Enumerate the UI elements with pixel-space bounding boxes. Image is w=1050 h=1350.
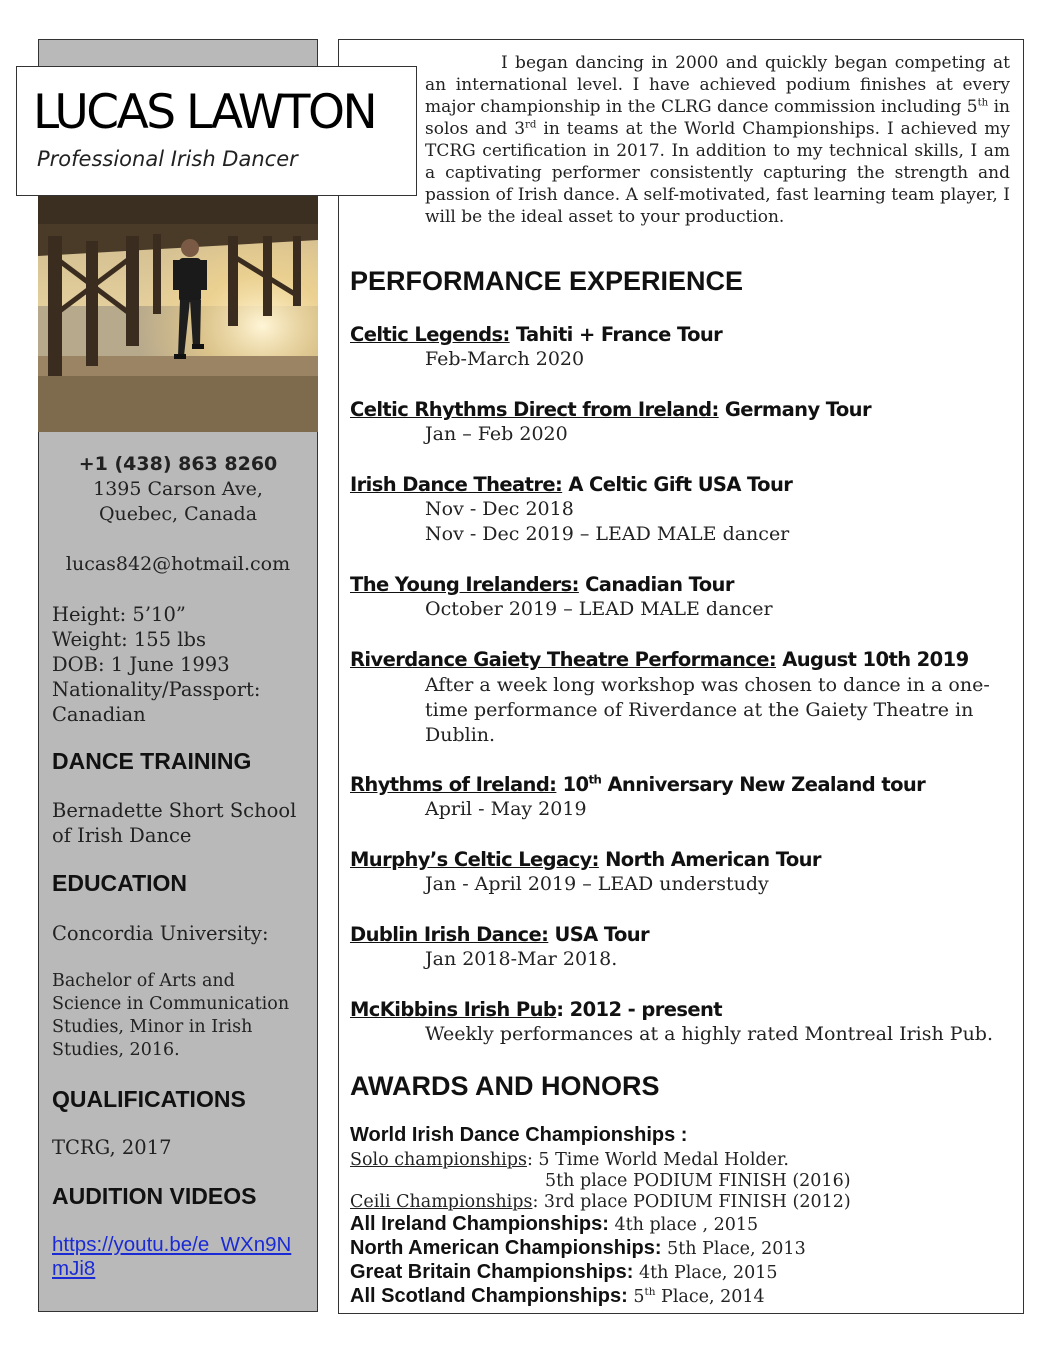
candidate-title: Professional Irish Dancer <box>37 147 298 171</box>
job-date: Jan – Feb 2020 <box>425 423 568 445</box>
award-solo-2: 5th place PODIUM FINISH (2016) <box>545 1171 851 1191</box>
award-solo <box>350 1150 789 1170</box>
nationality-value: Canadian <box>52 703 146 726</box>
dance-training-heading: DANCE TRAINING <box>52 748 252 774</box>
weight-value: Weight: 155 lbs <box>52 628 207 651</box>
nationality-label: Nationality/Passport: <box>52 678 261 701</box>
award-value: 5th Place, 2013 <box>661 1239 806 1259</box>
job-title <box>350 573 734 596</box>
job-company: Celtic Legends: <box>350 323 510 346</box>
award-label: All Ireland Championships: <box>350 1213 609 1235</box>
dob-value: DOB: 1 June 1993 <box>52 653 230 676</box>
name-box <box>16 66 417 196</box>
bio-text: I began dancing in 2000 and quickly began competing at an international level. I have achieved podium finishes at every major championship in the CLRG dance commission including 5 <box>425 53 1010 117</box>
award-label: World Irish Dance Championships : <box>350 1124 688 1146</box>
job-tour: A Celtic Gift USA Tour <box>562 473 793 496</box>
education-school: Concordia University: <box>52 922 269 945</box>
audition-heading: AUDITION VIDEOS <box>52 1183 257 1209</box>
job-title <box>350 323 722 346</box>
job-title <box>350 923 649 946</box>
address-line-1: 1395 Carson Ave, <box>93 478 263 500</box>
job-company: McKibbins Irish Pub <box>350 998 557 1021</box>
award-ceili <box>350 1192 851 1212</box>
job-company: The Young Irelanders: <box>350 573 579 596</box>
job-company: Celtic Rhythms Direct from Ireland: <box>350 398 719 421</box>
award-label: Great Britain Championships: <box>350 1261 634 1283</box>
award-value: : 3rd place PODIUM FINISH (2012) <box>532 1192 851 1212</box>
job-tour: Germany Tour <box>718 398 871 421</box>
award-item <box>350 1261 778 1284</box>
email-address: lucas842@hotmail.com <box>65 553 291 575</box>
award-value: 5 <box>627 1287 645 1307</box>
job-tour: Tahiti + France Tour <box>509 323 723 346</box>
job-tour: : 2012 - present <box>556 998 722 1021</box>
job-tour: North American Tour <box>598 848 821 871</box>
bio-paragraph <box>425 52 1010 228</box>
bio-text: in solos and 3 <box>425 97 1011 139</box>
award-item <box>350 1237 806 1260</box>
education-line: Science in Communication <box>52 994 290 1014</box>
education-heading: EDUCATION <box>52 870 188 896</box>
bio-text: in teams at the World Championships. I achieved my TCRG certification in 2017. In addition to my technical skills, I am a captivating performer consistently capturing the strength and passion of Irish dance. A self-motivated, fast learning team player, I will be the ideal asset to your production. <box>425 119 1010 227</box>
job-title <box>350 773 925 796</box>
job-tour: 10 <box>556 773 589 796</box>
job-company: Riverdance Gaiety Theatre Performance: <box>350 648 777 671</box>
job-description: Weekly performances at a highly rated Montreal Irish Pub. <box>425 1023 994 1045</box>
job-company: Rhythms of Ireland: <box>350 773 557 796</box>
education-degree <box>52 970 314 1062</box>
job-company: Murphy’s Celtic Legacy: <box>350 848 599 871</box>
candidate-name: LUCAS LAWTON <box>33 85 376 140</box>
award-sub-label: Ceili Championships <box>350 1192 533 1212</box>
job-title <box>350 398 871 421</box>
award-world-heading <box>350 1124 687 1147</box>
award-value: : 5 Time World Medal Holder. <box>526 1150 789 1170</box>
dance-training-line: Bernadette Short School <box>52 799 297 822</box>
phone-number: +1 (438) 863 8260 <box>78 453 278 475</box>
job-date: Nov - Dec 2019 – LEAD MALE dancer <box>425 523 790 545</box>
job-title <box>350 648 969 671</box>
experience-heading: PERFORMANCE EXPERIENCE <box>350 266 744 296</box>
job-date: Jan - April 2019 – LEAD understudy <box>425 873 769 895</box>
award-label: North American Championships: <box>350 1237 662 1259</box>
job-title <box>350 998 722 1021</box>
dance-training-text <box>52 798 312 848</box>
audition-video-link[interactable]: https://youtu.be/e_WXn9NmJi8 <box>52 1233 292 1280</box>
job-tour: Anniversary New Zealand tour <box>601 773 926 796</box>
job-title <box>350 473 792 496</box>
personal-details <box>52 602 312 727</box>
education-line: Bachelor of Arts and <box>52 971 235 991</box>
job-title <box>350 848 821 871</box>
award-item <box>350 1213 758 1236</box>
job-tour: August 10th 2019 <box>776 648 969 671</box>
bio-sup: rd <box>525 119 537 131</box>
job-tour-sup: th <box>588 772 602 787</box>
job-date: October 2019 – LEAD MALE dancer <box>425 598 773 620</box>
education-line: Studies, 2016. <box>52 1040 180 1060</box>
job-company: Irish Dance Theatre: <box>350 473 563 496</box>
profile-photo <box>38 196 318 432</box>
education-line: Studies, Minor in Irish <box>52 1017 253 1037</box>
job-date: Feb-March 2020 <box>425 348 585 370</box>
bio-sup: th <box>977 97 989 109</box>
award-value: 4th place , 2015 <box>608 1215 759 1235</box>
qualifications-heading: QUALIFICATIONS <box>52 1086 246 1112</box>
job-date: April - May 2019 <box>425 798 587 820</box>
award-value-sup: th <box>644 1286 656 1299</box>
award-label: All Scotland Championships: <box>350 1285 628 1307</box>
height-value: Height: 5’10” <box>52 603 186 626</box>
award-value: 4th Place, 2015 <box>633 1263 778 1283</box>
award-value: Place, 2014 <box>655 1287 765 1307</box>
contact-block <box>38 452 318 527</box>
address-line-2: Quebec, Canada <box>98 503 258 525</box>
job-date: Nov - Dec 2018 <box>425 498 574 520</box>
job-tour: Canadian Tour <box>578 573 734 596</box>
award-item <box>350 1285 765 1308</box>
dance-training-line: of Irish Dance <box>52 824 192 847</box>
job-tour: USA Tour <box>548 923 650 946</box>
award-sub-label: Solo championships <box>350 1150 527 1170</box>
job-company: Dublin Irish Dance: <box>350 923 549 946</box>
qualification-item: TCRG, 2017 <box>52 1136 172 1159</box>
awards-heading: AWARDS AND HONORS <box>350 1071 660 1101</box>
job-description: After a week long workshop was chosen to dance in a one-time performance of Riverdance at the Gaiety Theatre in Dublin. <box>425 674 990 746</box>
job-date: Jan 2018-Mar 2018. <box>425 948 618 970</box>
